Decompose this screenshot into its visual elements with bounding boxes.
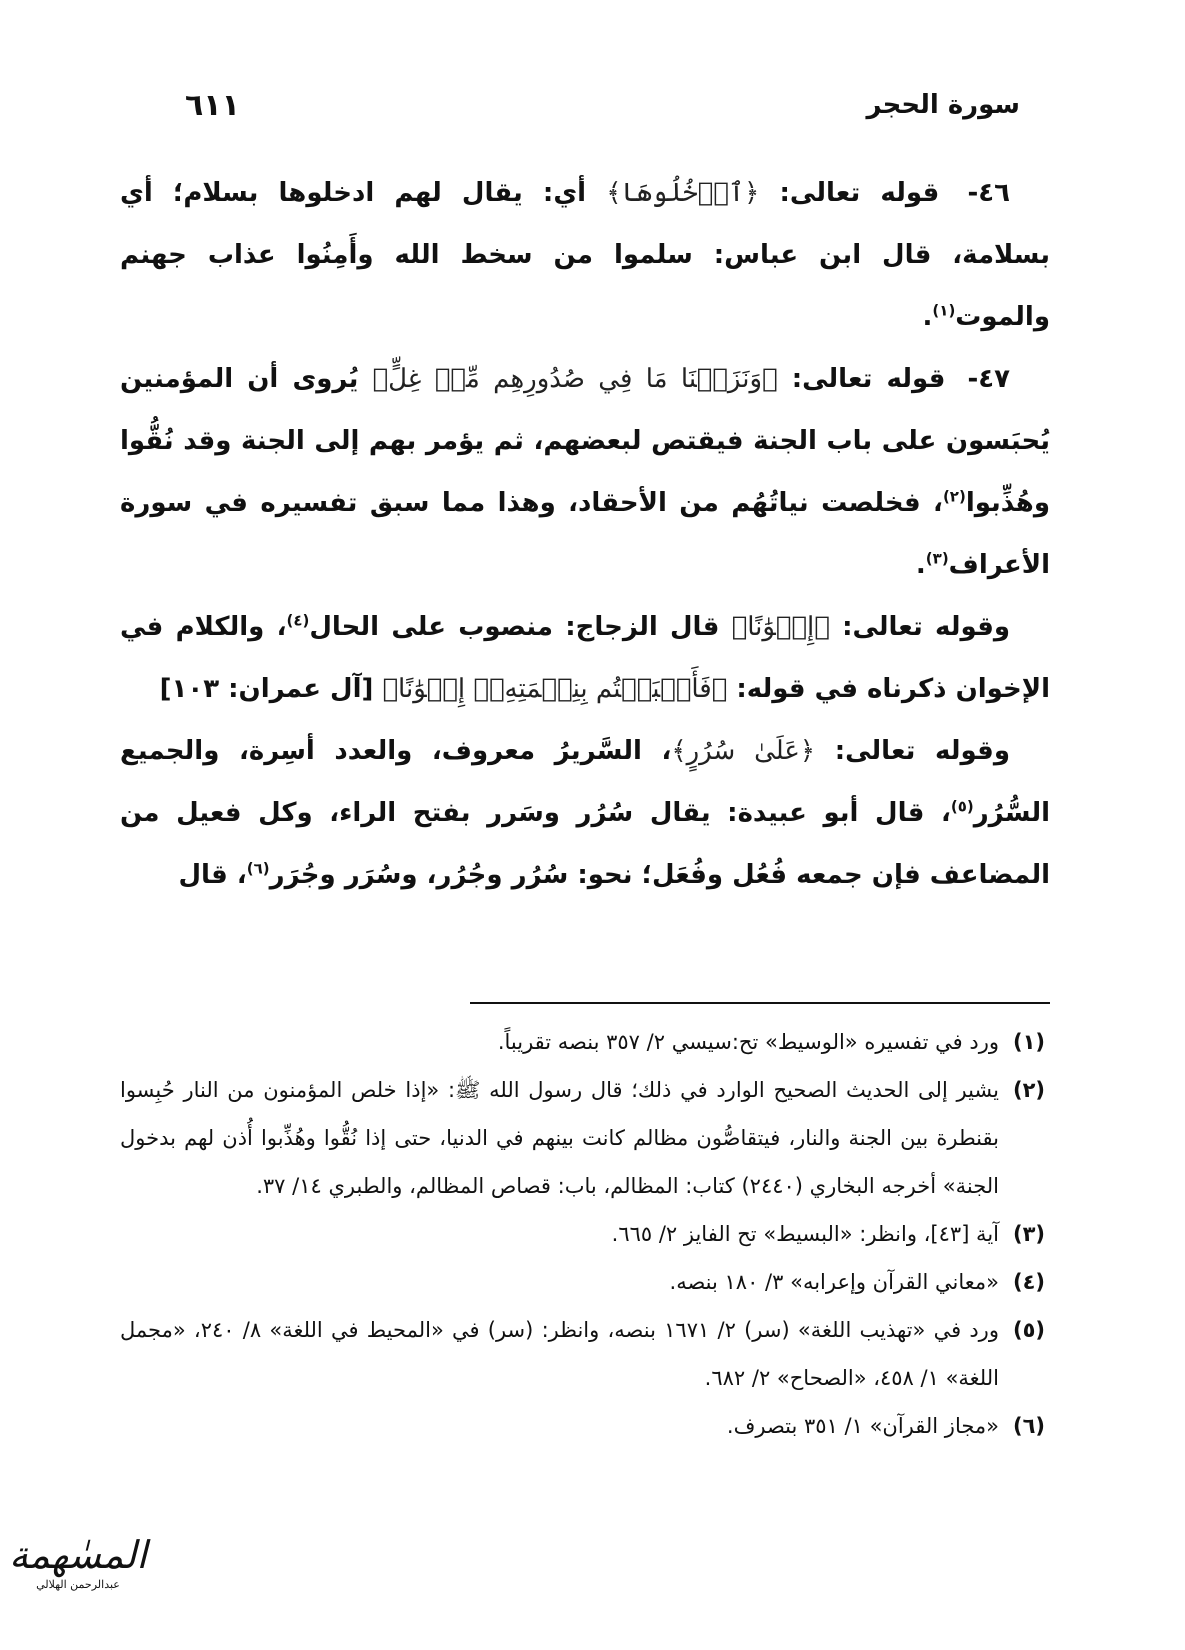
footnote-text: «مجاز القرآن» ١/ ٣٥١ بتصرف.: [726, 1414, 999, 1438]
text-segment: ، قال أبو عبيدة: يقال سُرُر وسَرر بفتح الراء، وكل فعيل من المضاعف فإن جمعه فُعُل وفُعَل؛ نحو: سُرُر وجُرُر، وسُرَر وجُرَر: [120, 798, 1050, 890]
text-segment: قوله تعالى:: [759, 178, 940, 208]
paragraph-surur: [120, 720, 1050, 906]
footnote-item: [120, 1066, 1045, 1210]
page-number: ٦١١: [185, 87, 240, 123]
quran-quote: ﴿إِخۡوَٰنًا﴾: [731, 612, 830, 642]
footnote-item: [120, 1210, 1045, 1258]
footnote-ref[interactable]: (٣): [925, 549, 949, 568]
footnote-item: [120, 1258, 1045, 1306]
footnote-number: (٣): [1012, 1222, 1045, 1246]
text-segment: ، والكلام في الإخوان ذكرناه في قوله:: [120, 612, 1050, 704]
quran-quote: ﴿عَلَىٰ سُرُرٍ﴾: [671, 736, 816, 766]
footnote-text: آية [٤٣]، وانظر: «البسيط» تح الفايز ٢/ ٦٦٥.: [611, 1222, 999, 1246]
text-segment: أي: يقال لهم ادخلوها بسلام؛ أي بسلامة، قال ابن عباس: سلموا من سخط الله وأَمِنُوا عذاب جهنم والموت: [120, 178, 1050, 332]
text-segment: وقوله تعالى:: [815, 736, 1010, 766]
text-segment: [آل عمران: ١٠٣]: [159, 674, 383, 704]
footnote-number: (٤): [1012, 1270, 1045, 1294]
footnotes: [120, 1018, 1045, 1450]
text-segment: ، فخلصت نياتُهُم من الأحقاد، وهذا مما سبق تفسيره في سورة الأعراف: [120, 488, 1050, 580]
paragraph-ikhwanan: [120, 596, 1050, 720]
publisher-stamp-logo: [8, 1532, 148, 1600]
text-segment: ، قال: [178, 860, 247, 890]
page-header: [185, 80, 1020, 130]
footnote-number: (٢): [1012, 1078, 1045, 1102]
stamp-sub-text: عبدالرحمن الهلالي: [36, 1578, 120, 1591]
footnote-text: ورد في «تهذيب اللغة» (سر) ٢/ ١٦٧١ بنصه، وانظر: (سر) في «المحيط في اللغة» ٨/ ٢٤٠، «مجمل اللغة» ١/ ٤٥٨، «الصحاح» ٢/ ٦٨٢.: [120, 1318, 999, 1390]
footnote-item: [120, 1402, 1045, 1450]
footnote-text: «معاني القرآن وإعرابه» ٣/ ١٨٠ بنصه.: [669, 1270, 999, 1294]
footnote-ref[interactable]: (٢): [942, 487, 966, 506]
footnote-ref[interactable]: (٤): [286, 611, 310, 630]
verse-number: ٤٧-: [967, 364, 1010, 394]
paragraph-46: [120, 162, 1050, 348]
quran-quote: ﴿وَنَزَعۡنَا مَا فِي صُدُورِهِم مِّنۡ غِلٍّ﴾: [372, 364, 778, 394]
footnote-text: ورد في تفسيره «الوسيط» تح:سيسي ٢/ ٣٥٧ بنصه تقريباً.: [497, 1030, 999, 1054]
paragraph-47: [120, 348, 1050, 596]
text-segment: قوله تعالى:: [777, 364, 946, 394]
text-segment: يُروى أن المؤمنين يُحبَسون على باب الجنة فيقتص لبعضهم، ثم يؤمر بهم إلى الجنة وقد نُقُّوا وهُذِّبوا: [120, 364, 1050, 518]
text-segment: ، السَّريرُ معروف، والعدد أسِرة، والجميع السُّرُر: [120, 736, 1050, 828]
text-segment: .: [915, 550, 926, 580]
footnote-text: يشير إلى الحديث الصحيح الوارد في ذلك؛ قال رسول الله ﷺ: «إذا خلص المؤمنون من النار حُبِسوا بقنطرة بين الجنة والنار، فيتقاصُّون مظالم كانت بينهم في الدنيا، حتى إذا نُقُّوا وهُذِّبوا أُذن لهم بدخول الجنة» أخرجه البخاري (٢٤٤٠) كتاب: المظالم، باب: قصاص المظالم، والطبري ١٤/ ٣٧.: [120, 1078, 999, 1198]
footnote-item: [120, 1018, 1045, 1066]
footnote-item: [120, 1306, 1045, 1402]
footnote-number: (٥): [1012, 1318, 1045, 1342]
footnote-ref[interactable]: (٦): [246, 859, 270, 878]
quran-quote: ﴿ٱدۡخُلُوهَا﴾: [606, 178, 760, 208]
surah-title: سورة الحجر: [866, 90, 1020, 120]
quran-quote: ﴿فَأَصۡبَحۡتُم بِنِعۡمَتِهِۦٓ إِخۡوَٰنًا﴾: [382, 674, 728, 704]
text-segment: قال الزجاج: منصوب على الحال: [309, 612, 732, 642]
footnote-number: (٦): [1012, 1414, 1045, 1438]
stamp-main-text: المسٰهمة: [9, 1533, 147, 1577]
footnote-number: (١): [1012, 1030, 1045, 1054]
main-text: [120, 162, 1050, 906]
footnote-ref[interactable]: (٥): [950, 797, 974, 816]
footnote-divider: [470, 1002, 1050, 1004]
footnote-ref[interactable]: (١): [932, 301, 956, 320]
text-segment: وقوله تعالى:: [829, 612, 1011, 642]
verse-number: ٤٦-: [967, 178, 1010, 208]
text-segment: .: [922, 302, 933, 332]
